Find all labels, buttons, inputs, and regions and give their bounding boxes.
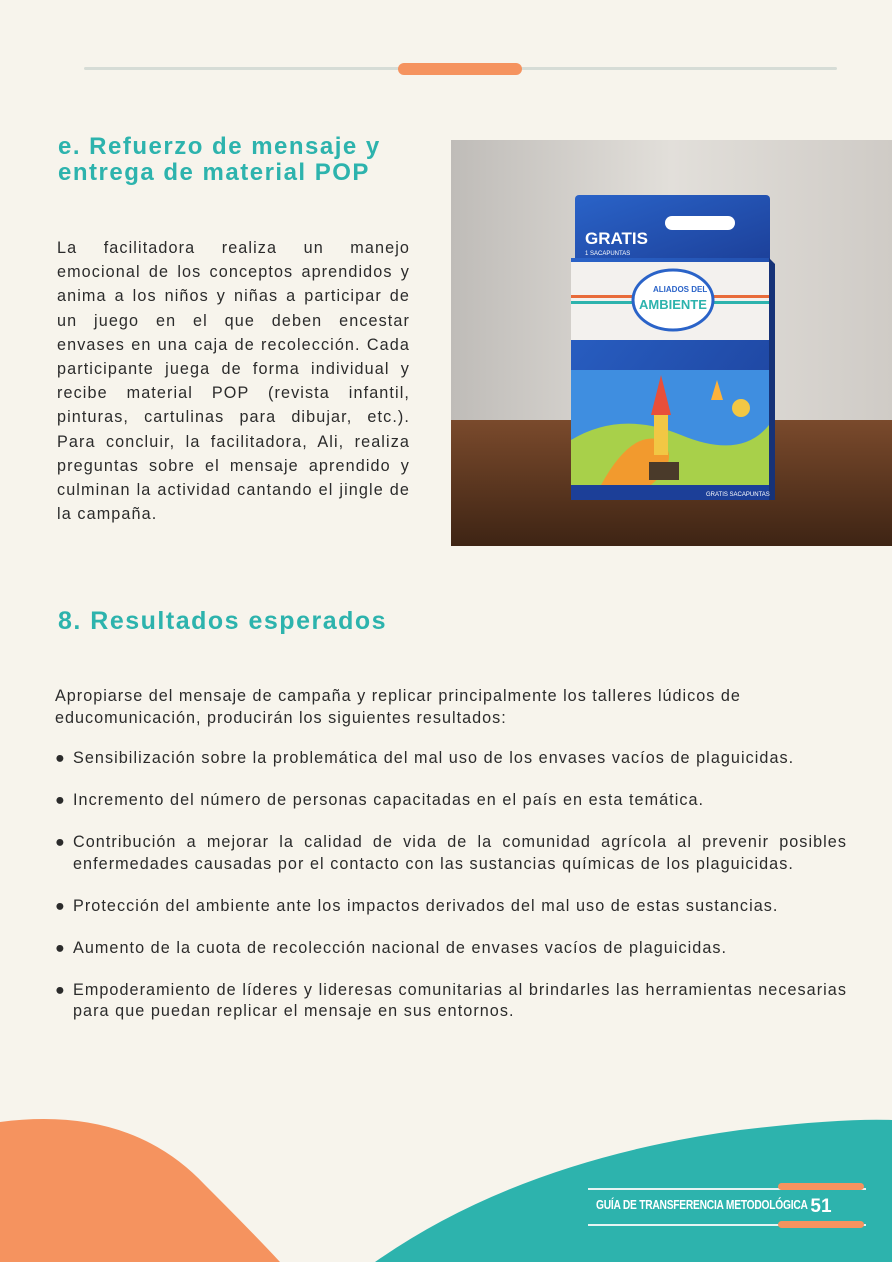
result-item-text: Incremento del número de personas capacitadas en el país en esta temática. [73, 791, 705, 809]
results-intro: Apropiarse del mensaje de campaña y replicar principalmente los talleres lúdicos de educomunicación, producirán los siguientes resultados: [55, 687, 741, 727]
result-item-text: Contribución a mejorar la calidad de vida de la comunidad agrícola al prevenir posibles enfermedades causadas por el contacto con las sustancias químicas de los plaguicidas. [73, 833, 847, 873]
result-item [55, 832, 847, 875]
result-item [55, 896, 847, 918]
bullet-icon: ● [55, 896, 66, 915]
result-item-text: Sensibilización sobre la problemática del mal uso de los envases vacíos de plaguicidas. [73, 749, 795, 767]
footer-accent-pill-top [778, 1183, 864, 1190]
box-brand-text: AMBIENTE [639, 297, 707, 312]
result-item [55, 938, 847, 960]
bullet-icon: ● [55, 980, 66, 999]
page-number: 51 [810, 1196, 832, 1217]
result-item-text: Empoderamiento de líderes y lideresas comunitarias al brindarles las herramientas necesarias para que puedan replicar el mensaje en sus entornos. [73, 980, 847, 1020]
result-item [55, 980, 847, 1023]
header-accent-pill [398, 63, 522, 75]
result-item-text: Aumento de la cuota de recolección nacional de envases vacíos de plaguicidas. [73, 938, 728, 957]
bullet-icon: ● [55, 938, 66, 957]
section-e-body: La facilitadora realiza un manejo emocional de los conceptos aprendidos y anima a los niños y niñas a participar de un juego en el que deben encestar envases en una caja de recolección. Cada participante juega de forma individual y recibe material POP (revista infantil, pinturas, cartulinas para dibujar, etc.). Para concluir, la facilitadora, Ali, realiza preguntas sobre el mensaje aprendido y culminan la actividad cantando el jingle de la campaña. [57, 239, 410, 524]
bullet-icon: ● [55, 791, 66, 809]
section-8-title: 8. Resultados esperados [58, 607, 388, 635]
footer-decoration [0, 1100, 892, 1262]
box-bottom-text: GRATIS SACAPUNTAS [706, 492, 770, 498]
box-gratis-text: GRATIS [585, 229, 648, 248]
box-brand-top-text: ALIADOS DEL [653, 285, 708, 294]
bullet-icon: ● [55, 833, 66, 851]
results-list [55, 748, 847, 1043]
box-gratis-sub-text: 1 SACAPUNTAS [585, 251, 631, 257]
section-e-title: e. Refuerzo de mensaje y entrega de material POP [58, 133, 381, 186]
bullet-icon: ● [55, 749, 66, 767]
guide-title-label: GUÍA DE TRANSFERENCIA METODOLÓGICA [596, 1198, 808, 1212]
result-item [55, 790, 847, 812]
footer-accent-pill-bottom [778, 1221, 864, 1228]
result-item [55, 748, 847, 770]
result-item-text: Protección del ambiente ante los impactos derivados del mal uso de estas sustancias. [73, 896, 779, 915]
pop-material-photo [451, 140, 892, 546]
